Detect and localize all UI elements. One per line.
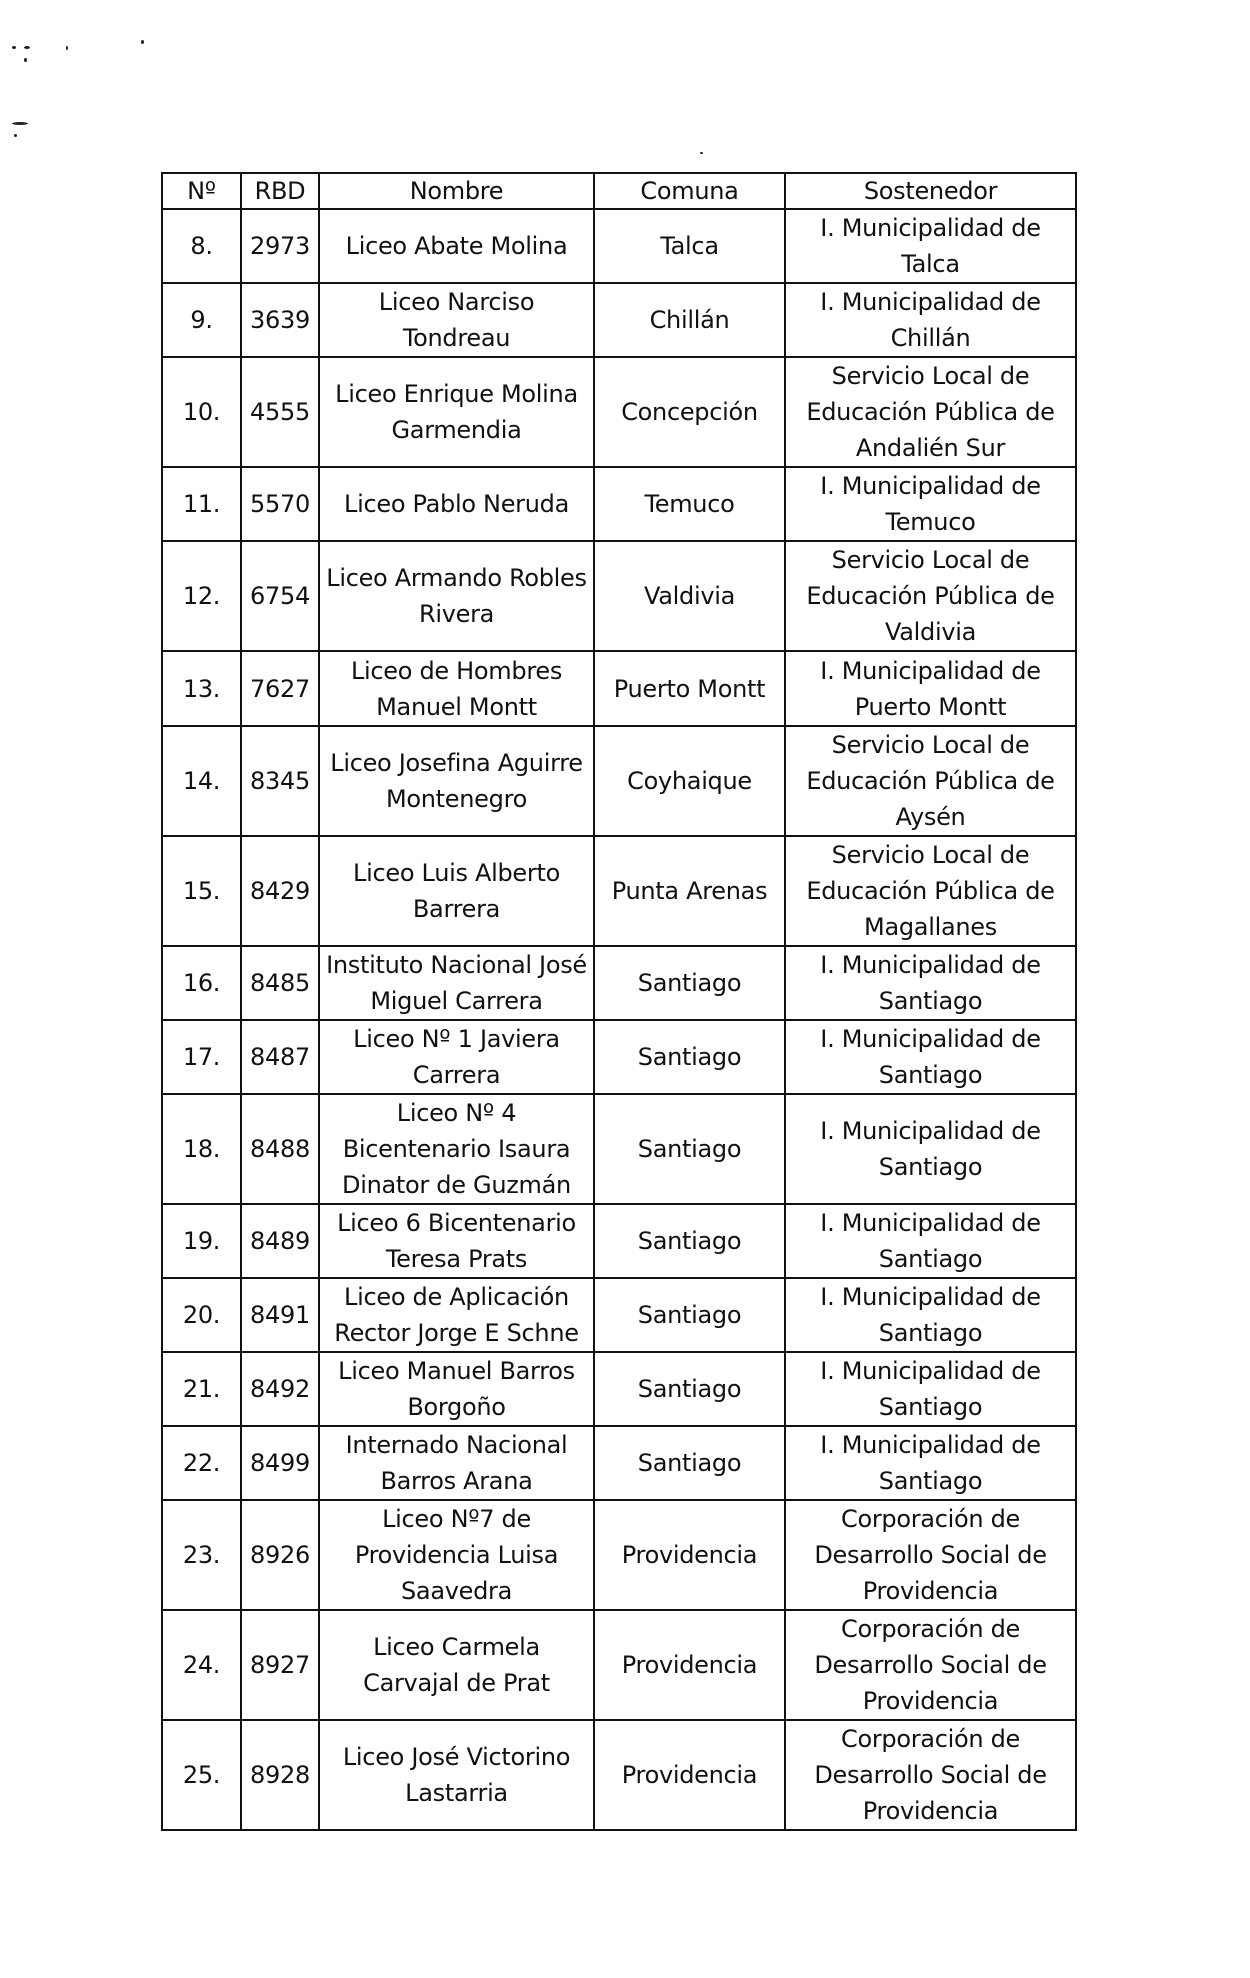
cell-nombre: Liceo Josefina Aguirre Montenegro [319, 726, 594, 836]
cell-number: 9. [162, 283, 241, 357]
cell-number: 8. [162, 209, 241, 283]
cell-nombre: Liceo Luis Alberto Barrera [319, 836, 594, 946]
cell-rbd: 8499 [241, 1426, 319, 1500]
cell-nombre: Liceo Nº 4 Bicentenario Isaura Dinator de Guzmán [319, 1094, 594, 1204]
cell-rbd: 6754 [241, 541, 319, 651]
cell-number: 18. [162, 1094, 241, 1204]
cell-sostenedor: I. Municipalidad de Santiago [785, 1094, 1076, 1204]
table-row [162, 1610, 1076, 1720]
scan-speck [66, 46, 68, 50]
cell-rbd: 8927 [241, 1610, 319, 1720]
cell-sostenedor: I. Municipalidad de Chillán [785, 283, 1076, 357]
cell-number: 12. [162, 541, 241, 651]
cell-nombre: Liceo Armando Robles Rivera [319, 541, 594, 651]
cell-nombre: Liceo Abate Molina [319, 209, 594, 283]
cell-nombre: Liceo Manuel Barros Borgoño [319, 1352, 594, 1426]
scan-speck [24, 46, 30, 49]
cell-number: 20. [162, 1278, 241, 1352]
schools-table [161, 172, 1077, 1831]
cell-number: 17. [162, 1020, 241, 1094]
cell-comuna: Temuco [594, 467, 785, 541]
cell-sostenedor: I. Municipalidad de Santiago [785, 946, 1076, 1020]
cell-comuna: Concepción [594, 357, 785, 467]
table-row [162, 1352, 1076, 1426]
cell-rbd: 8429 [241, 836, 319, 946]
cell-nombre: Liceo Nº7 de Providencia Luisa Saavedra [319, 1500, 594, 1610]
cell-nombre: Liceo Enrique Molina Garmendia [319, 357, 594, 467]
cell-number: 13. [162, 651, 241, 726]
cell-sostenedor: I. Municipalidad de Santiago [785, 1278, 1076, 1352]
cell-sostenedor: I. Municipalidad de Santiago [785, 1352, 1076, 1426]
cell-number: 25. [162, 1720, 241, 1830]
header-rbd: RBD [241, 173, 319, 209]
cell-comuna: Puerto Montt [594, 651, 785, 726]
cell-rbd: 5570 [241, 467, 319, 541]
cell-sostenedor: Servicio Local de Educación Pública de Valdivia [785, 541, 1076, 651]
cell-comuna: Santiago [594, 1278, 785, 1352]
header-comuna: Comuna [594, 173, 785, 209]
cell-nombre: Liceo de Aplicación Rector Jorge E Schne [319, 1278, 594, 1352]
cell-nombre: Liceo Carmela Carvajal de Prat [319, 1610, 594, 1720]
scan-speck [141, 40, 144, 44]
cell-sostenedor: I. Municipalidad de Santiago [785, 1426, 1076, 1500]
cell-number: 11. [162, 467, 241, 541]
cell-rbd: 2973 [241, 209, 319, 283]
cell-comuna: Santiago [594, 1020, 785, 1094]
cell-number: 22. [162, 1426, 241, 1500]
cell-nombre: Liceo 6 Bicentenario Teresa Prats [319, 1204, 594, 1278]
cell-nombre: Instituto Nacional José Miguel Carrera [319, 946, 594, 1020]
table-row [162, 836, 1076, 946]
table-row [162, 1094, 1076, 1204]
cell-rbd: 8928 [241, 1720, 319, 1830]
cell-number: 21. [162, 1352, 241, 1426]
cell-sostenedor: I. Municipalidad de Puerto Montt [785, 651, 1076, 726]
cell-sostenedor: Corporación de Desarrollo Social de Providencia [785, 1500, 1076, 1610]
cell-number: 16. [162, 946, 241, 1020]
cell-nombre: Liceo Narciso Tondreau [319, 283, 594, 357]
cell-number: 19. [162, 1204, 241, 1278]
cell-comuna: Santiago [594, 946, 785, 1020]
cell-nombre: Liceo de Hombres Manuel Montt [319, 651, 594, 726]
cell-sostenedor: Servicio Local de Educación Pública de Magallanes [785, 836, 1076, 946]
cell-comuna: Providencia [594, 1500, 785, 1610]
cell-comuna: Providencia [594, 1720, 785, 1830]
cell-nombre: Liceo José Victorino Lastarria [319, 1720, 594, 1830]
table-row [162, 1500, 1076, 1610]
header-nombre: Nombre [319, 173, 594, 209]
cell-comuna: Providencia [594, 1610, 785, 1720]
table-row [162, 651, 1076, 726]
cell-rbd: 8345 [241, 726, 319, 836]
cell-rbd: 4555 [241, 357, 319, 467]
scan-speck [12, 46, 16, 49]
cell-comuna: Chillán [594, 283, 785, 357]
cell-comuna: Coyhaique [594, 726, 785, 836]
table-row [162, 467, 1076, 541]
cell-rbd: 8926 [241, 1500, 319, 1610]
cell-nombre: Internado Nacional Barros Arana [319, 1426, 594, 1500]
cell-sostenedor: I. Municipalidad de Talca [785, 209, 1076, 283]
cell-comuna: Punta Arenas [594, 836, 785, 946]
cell-comuna: Valdivia [594, 541, 785, 651]
table-header-row [162, 173, 1076, 209]
table-row [162, 946, 1076, 1020]
cell-number: 15. [162, 836, 241, 946]
cell-comuna: Santiago [594, 1426, 785, 1500]
cell-sostenedor: Servicio Local de Educación Pública de Aysén [785, 726, 1076, 836]
cell-comuna: Santiago [594, 1352, 785, 1426]
table-row [162, 209, 1076, 283]
cell-number: 10. [162, 357, 241, 467]
cell-rbd: 8485 [241, 946, 319, 1020]
cell-sostenedor: Corporación de Desarrollo Social de Providencia [785, 1610, 1076, 1720]
cell-number: 14. [162, 726, 241, 836]
scan-speck [24, 58, 27, 62]
table-row [162, 1204, 1076, 1278]
cell-rbd: 3639 [241, 283, 319, 357]
scan-speck [700, 152, 703, 154]
table-row [162, 1020, 1076, 1094]
cell-sostenedor: I. Municipalidad de Santiago [785, 1204, 1076, 1278]
table-row [162, 283, 1076, 357]
cell-comuna: Santiago [594, 1204, 785, 1278]
cell-sostenedor: I. Municipalidad de Santiago [785, 1020, 1076, 1094]
cell-rbd: 8489 [241, 1204, 319, 1278]
cell-rbd: 7627 [241, 651, 319, 726]
cell-comuna: Talca [594, 209, 785, 283]
table-row [162, 541, 1076, 651]
table-row [162, 357, 1076, 467]
cell-nombre: Liceo Pablo Neruda [319, 467, 594, 541]
scan-speck [12, 122, 28, 125]
header-sostenedor: Sostenedor [785, 173, 1076, 209]
cell-comuna: Santiago [594, 1094, 785, 1204]
table-row [162, 1426, 1076, 1500]
cell-sostenedor: Servicio Local de Educación Pública de Andalién Sur [785, 357, 1076, 467]
cell-number: 24. [162, 1610, 241, 1720]
cell-rbd: 8491 [241, 1278, 319, 1352]
table-row [162, 1278, 1076, 1352]
table-row [162, 726, 1076, 836]
cell-number: 23. [162, 1500, 241, 1610]
cell-sostenedor: Corporación de Desarrollo Social de Providencia [785, 1720, 1076, 1830]
cell-rbd: 8487 [241, 1020, 319, 1094]
cell-nombre: Liceo Nº 1 Javiera Carrera [319, 1020, 594, 1094]
table-row [162, 1720, 1076, 1830]
cell-sostenedor: I. Municipalidad de Temuco [785, 467, 1076, 541]
cell-rbd: 8488 [241, 1094, 319, 1204]
cell-rbd: 8492 [241, 1352, 319, 1426]
scan-speck [14, 134, 17, 137]
header-n: Nº [162, 173, 241, 209]
